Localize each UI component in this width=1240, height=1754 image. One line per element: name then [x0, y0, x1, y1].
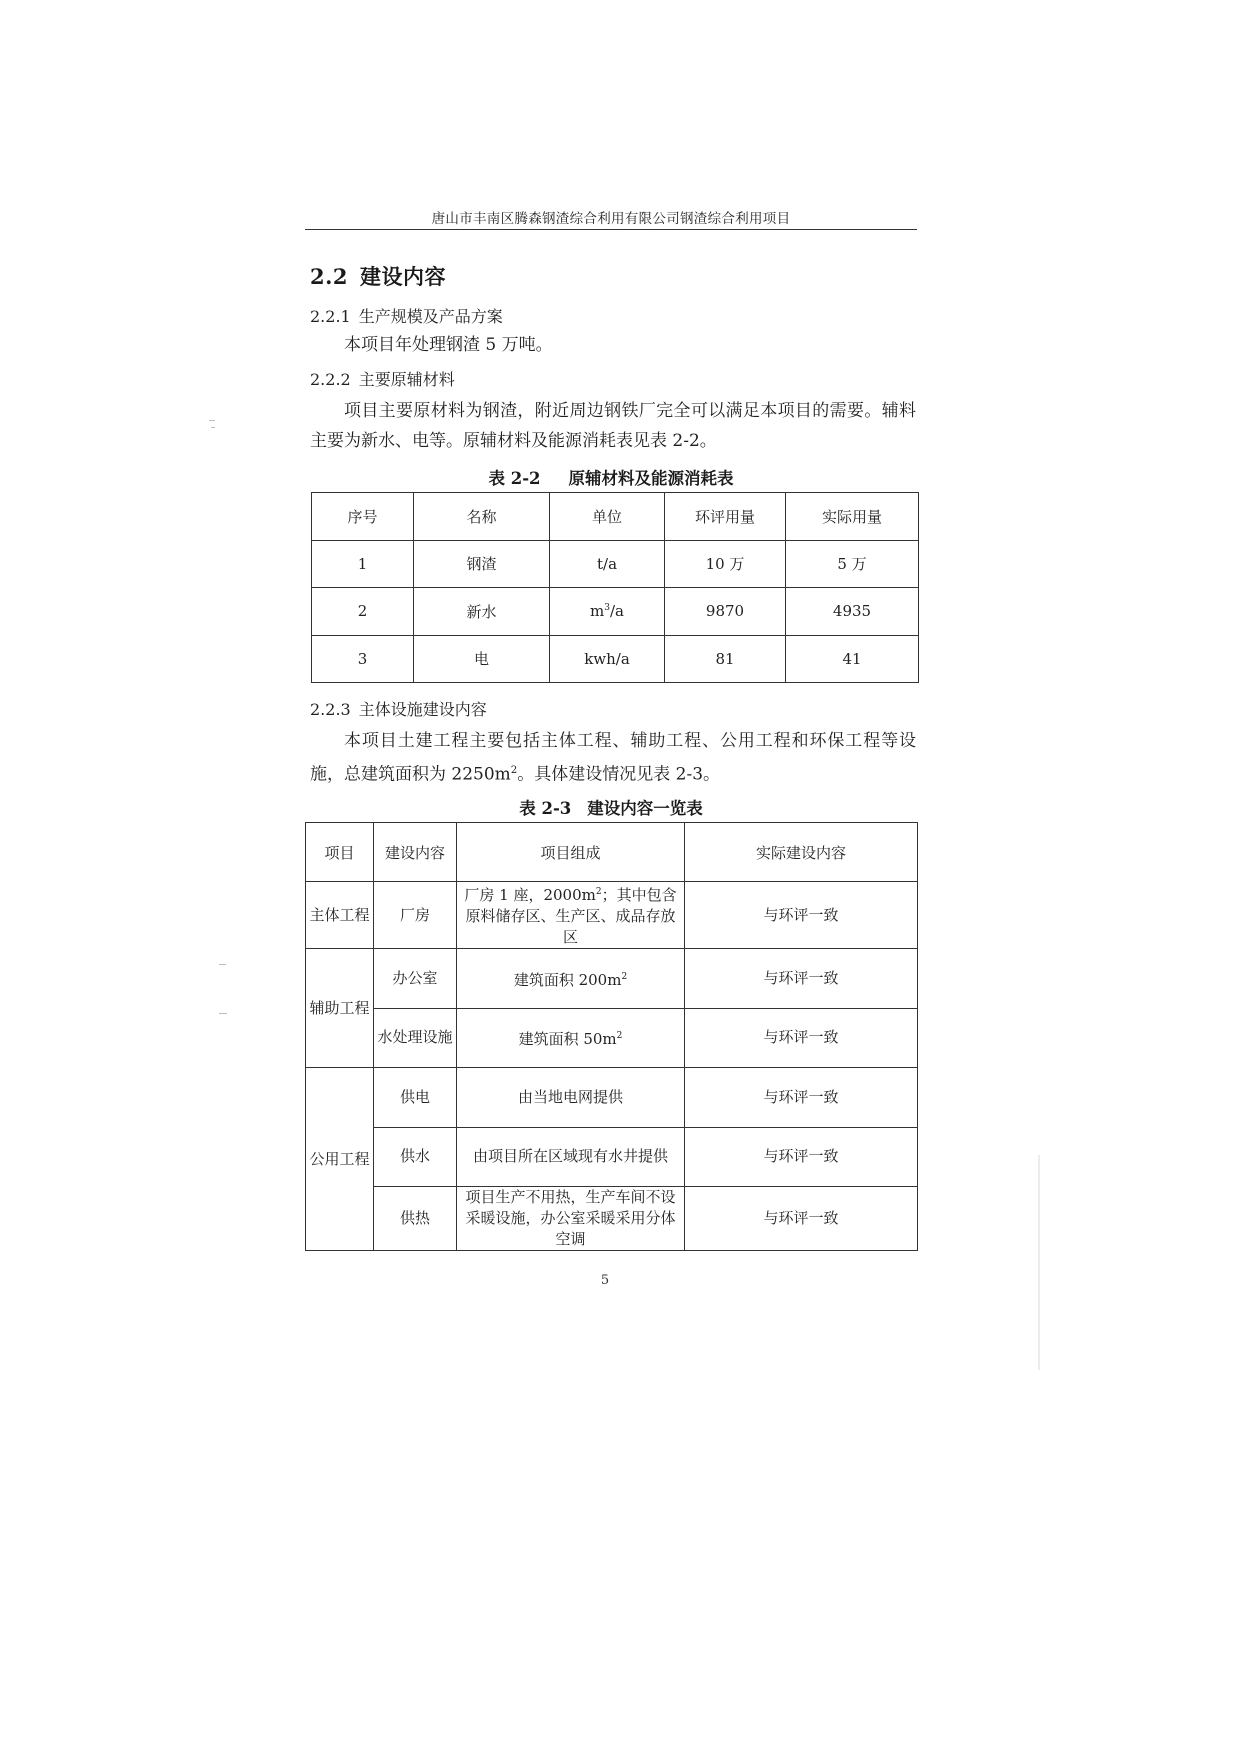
cell-group-main: 主体工程	[306, 882, 374, 949]
cell-unit	[550, 635, 665, 683]
section-title: 建设内容	[360, 264, 447, 289]
cell-composition	[457, 1008, 685, 1067]
cell-composition: 由当地电网提供	[457, 1068, 685, 1127]
table-row	[312, 635, 919, 683]
superscript: 2	[595, 887, 602, 898]
composition-text: 建筑面积 50m	[518, 1029, 617, 1048]
column-header: 建设内容	[374, 823, 457, 882]
subsection-heading-222	[310, 367, 455, 390]
column-header: 环评用量	[665, 493, 786, 541]
column-header: 项目组成	[457, 823, 685, 882]
cell-content: 供电	[374, 1068, 457, 1127]
table-title: 原辅材料及能源消耗表	[568, 469, 734, 488]
column-header: 单位	[550, 493, 665, 541]
running-header: 唐山市丰南区腾森钢渣综合利用有限公司钢渣综合利用项目	[431, 211, 791, 227]
scan-edge-shade	[1038, 1155, 1040, 1370]
subsection-number: 2.2.3	[310, 700, 351, 719]
table-row	[306, 1127, 918, 1186]
scan-margin-mark	[211, 427, 215, 428]
subsection-heading-223	[310, 697, 487, 720]
table-row	[312, 540, 919, 588]
cell-content: 水处理设施	[374, 1008, 457, 1067]
cell-actual: 与环评一致	[685, 1008, 918, 1067]
table-row	[306, 1186, 918, 1250]
cell-content: 办公室	[374, 949, 457, 1008]
table-row	[306, 1068, 918, 1127]
table-2-3-caption	[305, 795, 917, 819]
cell-content: 供水	[374, 1127, 457, 1186]
cell-actual: 与环评一致	[685, 949, 918, 1008]
column-header: 实际用量	[786, 493, 919, 541]
unit-text: kwh/a	[584, 649, 630, 668]
column-header: 实际建设内容	[685, 823, 918, 882]
section-number: 2.2	[310, 264, 349, 289]
cell-seq: 3	[312, 635, 414, 683]
cell-composition: 项目生产不用热，生产车间不设采暖设施，办公室采暖采用分体空调	[457, 1186, 685, 1250]
cell-unit	[550, 540, 665, 588]
table-label: 表 2-2	[488, 469, 541, 488]
table-header-row	[312, 493, 919, 541]
cell-actual: 与环评一致	[685, 1068, 918, 1127]
subsection-number: 2.2.2	[310, 370, 351, 389]
cell-seq: 2	[312, 588, 414, 636]
table-row	[306, 882, 918, 949]
composition-text: 建筑面积 200m	[513, 970, 622, 989]
cell-actual-amount: 5 万	[786, 540, 919, 588]
subsection-title: 主体设施建设内容	[358, 700, 487, 719]
superscript: 2	[510, 765, 518, 776]
unit-suffix: /a	[609, 602, 624, 621]
superscript: 2	[621, 971, 628, 982]
raw-materials-table	[311, 492, 919, 683]
cell-content: 供热	[374, 1186, 457, 1250]
table-row	[312, 588, 919, 636]
paragraph-production-scale: 本项目年处理钢渣 5 万吨。	[344, 335, 553, 355]
cell-actual: 与环评一致	[685, 1127, 918, 1186]
composition-text-end: ；其中包含原料储存区、生产区、成品存放区	[465, 886, 677, 947]
paragraph-raw-materials: 项目主要原材料为钢渣，附近周边钢铁厂完全可以满足本项目的需要。辅料主要为新水、电等。原辅材料及能源消耗表见表 2-2。	[310, 401, 916, 451]
cell-unit	[550, 588, 665, 636]
cell-group-public: 公用工程	[306, 1068, 374, 1251]
cell-eia-amount: 81	[665, 635, 786, 683]
subsection-title: 主要原辅材料	[358, 370, 455, 389]
cell-actual-amount: 4935	[786, 588, 919, 636]
table-title: 建设内容一览表	[587, 799, 703, 818]
composition-text: 厂房 1 座，2000m	[464, 886, 596, 905]
section-heading	[310, 261, 446, 291]
unit-text: t/a	[596, 554, 618, 573]
paragraph-text-end: 。具体建设情况见表 2-3。	[517, 764, 721, 785]
subsection-number: 2.2.1	[310, 307, 351, 326]
page-number: 5	[600, 1273, 610, 1288]
superscript: 2	[616, 1030, 623, 1041]
cell-name: 电	[414, 635, 550, 683]
subsection-title: 生产规模及产品方案	[358, 307, 503, 326]
scan-margin-mark	[219, 1013, 227, 1014]
unit-superscript: 3	[604, 603, 610, 614]
unit-text: m	[590, 602, 605, 621]
cell-group-aux: 辅助工程	[306, 949, 374, 1068]
column-header: 项目	[306, 823, 374, 882]
column-header: 名称	[414, 493, 550, 541]
table-row	[306, 949, 918, 1008]
cell-composition	[457, 949, 685, 1008]
scan-margin-mark	[219, 964, 226, 965]
header-rule	[305, 229, 917, 230]
cell-actual: 与环评一致	[685, 882, 918, 949]
construction-content-table	[305, 822, 918, 1251]
paragraph-text: 本项目土建工程主要包括主体工程、辅助工程、公用工程和环保工程等设施，总建筑面积为 2250m	[310, 731, 916, 785]
cell-actual-amount: 41	[786, 635, 919, 683]
cell-composition	[457, 882, 685, 949]
table-header-row	[306, 823, 918, 882]
table-label: 表 2-3	[519, 799, 572, 818]
cell-composition: 由项目所在区域现有水井提供	[457, 1127, 685, 1186]
cell-content: 厂房	[374, 882, 457, 949]
scan-margin-mark	[209, 420, 215, 421]
column-header: 序号	[312, 493, 414, 541]
table-row	[306, 1008, 918, 1067]
table-2-2-caption	[305, 465, 917, 489]
paragraph-construction	[310, 726, 916, 790]
cell-actual: 与环评一致	[685, 1186, 918, 1250]
cell-eia-amount: 9870	[665, 588, 786, 636]
cell-eia-amount: 10 万	[665, 540, 786, 588]
cell-seq: 1	[312, 540, 414, 588]
cell-name: 新水	[414, 588, 550, 636]
cell-name: 钢渣	[414, 540, 550, 588]
subsection-heading-221	[310, 304, 503, 327]
